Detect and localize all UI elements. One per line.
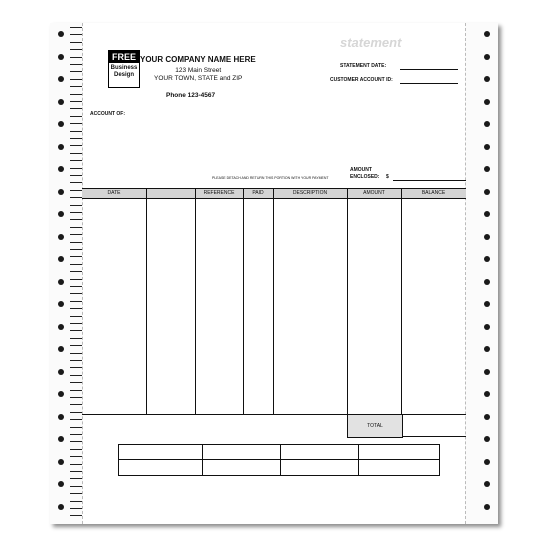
feed-hole [484,31,490,37]
ruler-tick [70,464,82,465]
ruler-tick [70,501,82,502]
detach-note: PLEASE DETACH AND RETURN THIS PORTION WITH YOUR PAYMENT [212,176,329,180]
ruler-tick [70,175,82,176]
col-header-reference: REFERENCE [203,190,235,196]
col-divider [243,188,244,414]
remittance-grid-col-divider [280,444,281,475]
feed-hole [484,234,490,240]
ruler-tick [70,345,82,346]
statement-title: statement [340,35,402,50]
ruler-tick [70,212,82,213]
feed-hole [58,166,64,172]
ruler-tick [70,279,82,280]
ruler-tick [70,330,82,331]
margin-ruler [70,23,82,524]
ruler-tick [70,456,82,457]
feed-hole [484,414,490,420]
ruler-tick [70,190,82,191]
ruler-tick [70,219,82,220]
remittance-grid-col-divider [202,444,203,475]
customer-account-label: CUSTOMER ACCOUNT ID: [330,77,393,83]
ruler-tick [70,412,82,413]
feed-hole [484,279,490,285]
ruler-tick [70,293,82,294]
ruler-tick [70,249,82,250]
feed-hole [58,459,64,465]
feed-hole [484,144,490,150]
ruler-tick [70,375,82,376]
ruler-tick [70,471,82,472]
col-header-amount: AMOUNT [363,190,385,196]
company-phone: Phone 123-4567 [166,92,216,99]
remittance-grid [118,444,440,476]
feed-hole [484,166,490,172]
col-divider [273,188,274,414]
ruler-tick [70,353,82,354]
feed-hole [58,301,64,307]
company-city: YOUR TOWN, STATE and ZIP [154,75,243,82]
feed-hole [58,279,64,285]
ruler-tick [70,153,82,154]
ruler-tick [70,116,82,117]
ruler-tick [70,197,82,198]
col-header-date: DATE [107,190,121,196]
ruler-tick [70,404,82,405]
ruler-tick [70,131,82,132]
ruler-tick [70,316,82,317]
feed-hole [58,346,64,352]
ruler-tick [70,160,82,161]
ruler-tick [70,64,82,65]
ruler-tick [70,264,82,265]
ruler-tick [70,138,82,139]
feed-hole [58,31,64,37]
feed-hole [58,76,64,82]
ruler-tick [70,79,82,80]
amount-label: AMOUNT [350,167,372,173]
col-divider [347,188,348,436]
feed-hole [484,211,490,217]
ruler-tick [70,86,82,87]
ruler-tick [70,286,82,287]
feed-hole [484,504,490,510]
ruler-tick [70,234,82,235]
ruler-tick [70,434,82,435]
ruler-tick [70,382,82,383]
feed-hole [484,99,490,105]
feed-hole [484,346,490,352]
logo-design-text: Design [113,72,134,78]
total-box: TOTAL [347,414,403,438]
ruler-tick [70,71,82,72]
feed-hole [484,459,490,465]
feed-hole [58,481,64,487]
feed-hole [58,54,64,60]
feed-hole [58,144,64,150]
ruler-tick [70,486,82,487]
feed-hole [58,256,64,262]
enclosed-label: ENCLOSED: [350,174,380,180]
ruler-tick [70,308,82,309]
feed-hole [58,504,64,510]
ruler-tick [70,397,82,398]
customer-account-line [400,83,458,84]
right-tractor-strip [465,23,498,524]
statement-date-line [400,69,458,70]
col-divider [195,188,196,414]
logo-free-text: FREE [109,51,139,63]
ruler-tick [70,441,82,442]
col-header-paid: PAID [252,190,264,196]
ruler-tick [70,27,82,28]
left-tractor-strip [50,23,83,524]
feed-hole [484,481,490,487]
ruler-tick [70,271,82,272]
feed-hole [58,234,64,240]
feed-hole [58,324,64,330]
ruler-tick [70,323,82,324]
col-divider [401,188,402,436]
table-bottom-line [82,414,466,415]
statement-form [82,23,466,524]
feed-hole [58,99,64,105]
feed-hole [58,189,64,195]
ruler-tick [70,123,82,124]
ruler-tick [70,101,82,102]
ruler-tick [70,478,82,479]
feed-hole [484,54,490,60]
ruler-tick [70,419,82,420]
ruler-tick [70,227,82,228]
feed-hole [484,121,490,127]
company-street: 123 Main Street [175,67,222,74]
col-header-description: DESCRIPTION [292,190,328,196]
ruler-tick [70,515,82,516]
ruler-tick [70,57,82,58]
ruler-tick [70,449,82,450]
ruler-tick [70,108,82,109]
ruler-tick [70,390,82,391]
ruler-tick [70,301,82,302]
company-address [154,67,242,83]
ruler-tick [70,360,82,361]
company-name: YOUR COMPANY NAME HERE [140,55,256,64]
ruler-tick [70,256,82,257]
account-of-label: ACCOUNT OF: [90,111,125,117]
ruler-tick [70,367,82,368]
col-divider [146,188,147,414]
statement-form-sheet [50,23,498,524]
ruler-tick [70,338,82,339]
feed-hole [484,189,490,195]
ruler-tick [70,205,82,206]
ruler-tick [70,508,82,509]
feed-hole [58,121,64,127]
feed-hole [58,369,64,375]
ruler-tick [70,493,82,494]
company-logo [108,50,140,88]
feed-hole [58,211,64,217]
remittance-grid-row-divider [118,459,439,460]
feed-hole [484,76,490,82]
ruler-tick [70,145,82,146]
feed-hole [484,256,490,262]
ruler-tick [70,49,82,50]
feed-hole [58,391,64,397]
ruler-tick [70,94,82,95]
ruler-tick [70,34,82,35]
currency-symbol: $ [386,174,389,180]
amount-enclosed-line [393,180,466,181]
statement-date-label: STATEMENT DATE: [340,63,387,69]
feed-hole [58,414,64,420]
ruler-tick [70,427,82,428]
feed-hole [484,324,490,330]
feed-hole [484,369,490,375]
logo-business-text: Business [110,65,138,71]
ruler-tick [70,42,82,43]
feed-hole [58,436,64,442]
ruler-tick [70,182,82,183]
feed-hole [484,436,490,442]
col-header-balance: BALANCE [421,190,446,196]
ruler-tick [70,242,82,243]
ruler-tick [70,168,82,169]
feed-hole [484,301,490,307]
feed-hole [484,391,490,397]
remittance-grid-col-divider [358,444,359,475]
